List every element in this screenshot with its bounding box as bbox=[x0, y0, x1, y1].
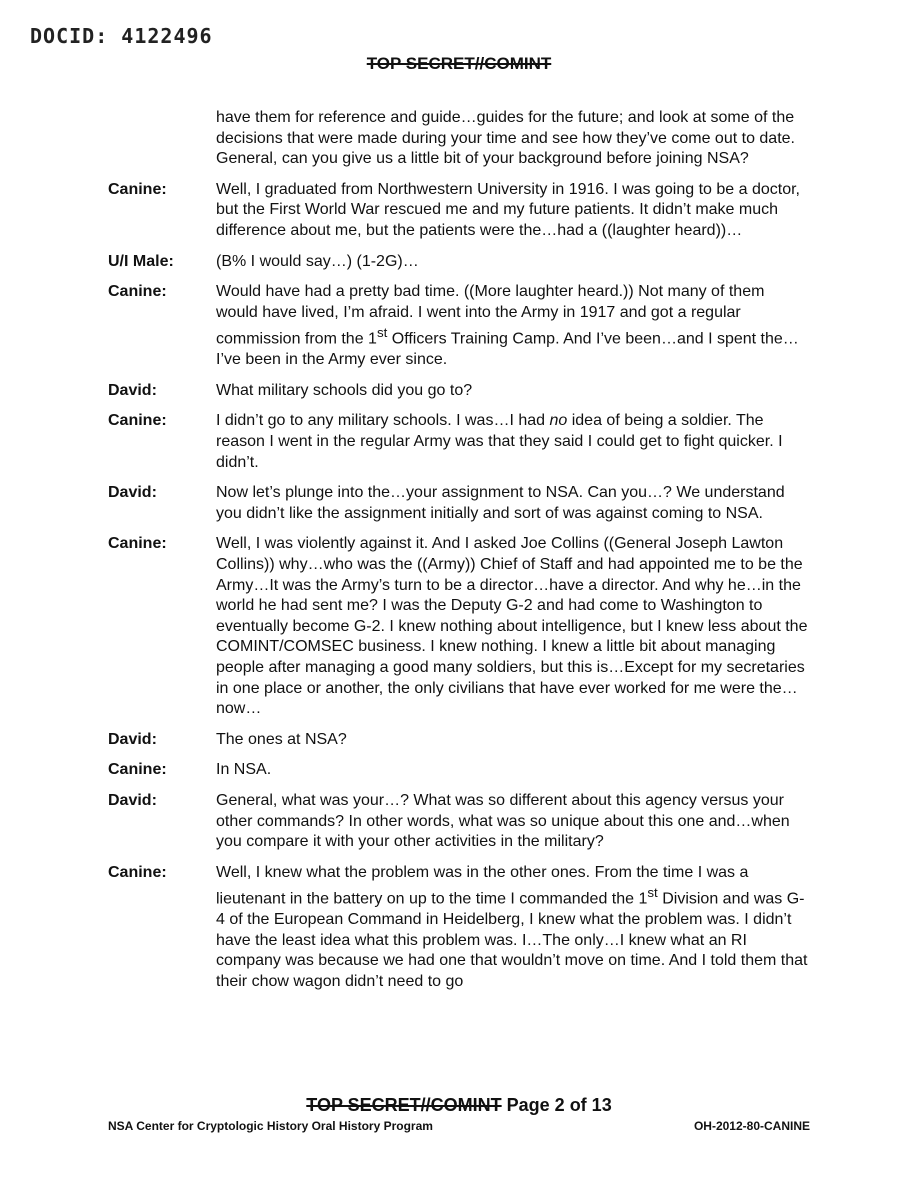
speech-text: (B% I would say…) (1-2G)… bbox=[216, 252, 419, 270]
speech-text: Well, I graduated from Northwestern University in 1916. I was going to be a doctor, but the First World War rescued me and my future patients. It didn’t make much difference about me, but the patients were the…had a ((laughter heard))… bbox=[216, 180, 800, 239]
transcript-row bbox=[108, 534, 808, 719]
speaker-label: David: bbox=[108, 730, 157, 748]
transcript-row bbox=[108, 791, 808, 853]
speaker-label: David: bbox=[108, 484, 157, 502]
footer-classification-page bbox=[0, 1095, 918, 1116]
transcript-row bbox=[108, 411, 808, 473]
speech-text: In NSA. bbox=[216, 761, 272, 779]
speaker-label: Canine: bbox=[108, 412, 167, 430]
footer-classification: TOP SECRET//COMINT bbox=[306, 1095, 502, 1115]
transcript bbox=[108, 108, 808, 1003]
classification-marking: TOP SECRET//COMINT bbox=[366, 54, 552, 73]
footer-program: NSA Center for Cryptologic History Oral History Program bbox=[108, 1119, 433, 1133]
speech-text: What military schools did you go to? bbox=[216, 381, 473, 399]
transcript-row bbox=[108, 483, 808, 524]
speaker-label: Canine: bbox=[108, 761, 167, 779]
classification-header bbox=[0, 54, 918, 74]
transcript-row bbox=[108, 108, 808, 170]
speaker-label: Canine: bbox=[108, 180, 167, 198]
speech-text: have them for reference and guide…guides for the future; and look at some of the decisions that were made during your time and see how they’ve come out to date. General, can you give us a little bit of your background before joining NSA? bbox=[216, 109, 795, 168]
transcript-row bbox=[108, 730, 808, 751]
transcript-row bbox=[108, 381, 808, 402]
speaker-label: David: bbox=[108, 791, 157, 809]
speaker-label: Canine: bbox=[108, 535, 167, 553]
transcript-row bbox=[108, 760, 808, 781]
speaker-label: U/I Male: bbox=[108, 252, 174, 270]
speech-text: General, what was your…? What was so different about this agency versus your other commands? In other words, what was so unique about this one and…when you compare it with your other activities in the military? bbox=[216, 791, 790, 851]
transcript-row bbox=[108, 252, 808, 273]
speaker-label: Canine: bbox=[108, 863, 167, 881]
speech-text: Now let’s plunge into the…your assignment to NSA. Can you…? We understand you didn’t like the assignment initially and sort of was against coming to NSA. bbox=[216, 484, 785, 522]
speaker-label: Canine: bbox=[108, 283, 167, 301]
speaker-label bbox=[108, 108, 216, 170]
document-id: DOCID: 4122496 bbox=[30, 24, 213, 48]
speech-text: Well, I was violently against it. And I asked Joe Collins ((General Joseph Lawton Collins)) why…who was the ((Army)) Chief of Staff and had appointed me to be the Army…It was the Army’s turn to be a director…have a director. And why he…in the world he had sent me? I was the Deputy G-2 and had come to Washington to eventually become G-2. I knew nothing about intelligence, but I knew less about the COMINT/COMSEC business. I knew nothing. I knew a little bit about managing people after managing a good many soldiers, but this is…Except for my secretaries in one place or another, the only civilians that have ever worked for me were the…now… bbox=[216, 535, 808, 718]
transcript-row bbox=[108, 282, 808, 371]
transcript-row bbox=[108, 863, 808, 993]
speech-text: The ones at NSA? bbox=[216, 730, 347, 748]
speech-text: Would have had a pretty bad time. ((More laughter heard.)) Not many of them would have lived, I’m afraid. I went into the Army in 1917 and got a regular commission from the 1st Officers Training Camp. And I’ve been…and I spent the…I’ve been in the Army ever since. bbox=[216, 283, 799, 369]
speech-text: Well, I knew what the problem was in the other ones. From the time I was a lieutenant in the battery on up to the time I commanded the 1st Division and was G-4 of the European Command in Heidelberg, I knew what the problem was. I didn’t have the least idea what this problem was. I…The only…I knew what an RI company was because we had one that wouldn’t move on time. And I told them that their chow wagon didn’t need to go bbox=[216, 863, 808, 991]
footer-doc-number: OH-2012-80-CANINE bbox=[693, 1119, 810, 1133]
speech-text: I didn’t go to any military schools. I was…I had no idea of being a soldier. The reason I went in the regular Army was that they said I could get to fight quicker. I didn’t. bbox=[216, 412, 783, 471]
transcript-row bbox=[108, 180, 808, 242]
page-number: Page 2 of 13 bbox=[506, 1095, 612, 1115]
speaker-label: David: bbox=[108, 381, 157, 399]
